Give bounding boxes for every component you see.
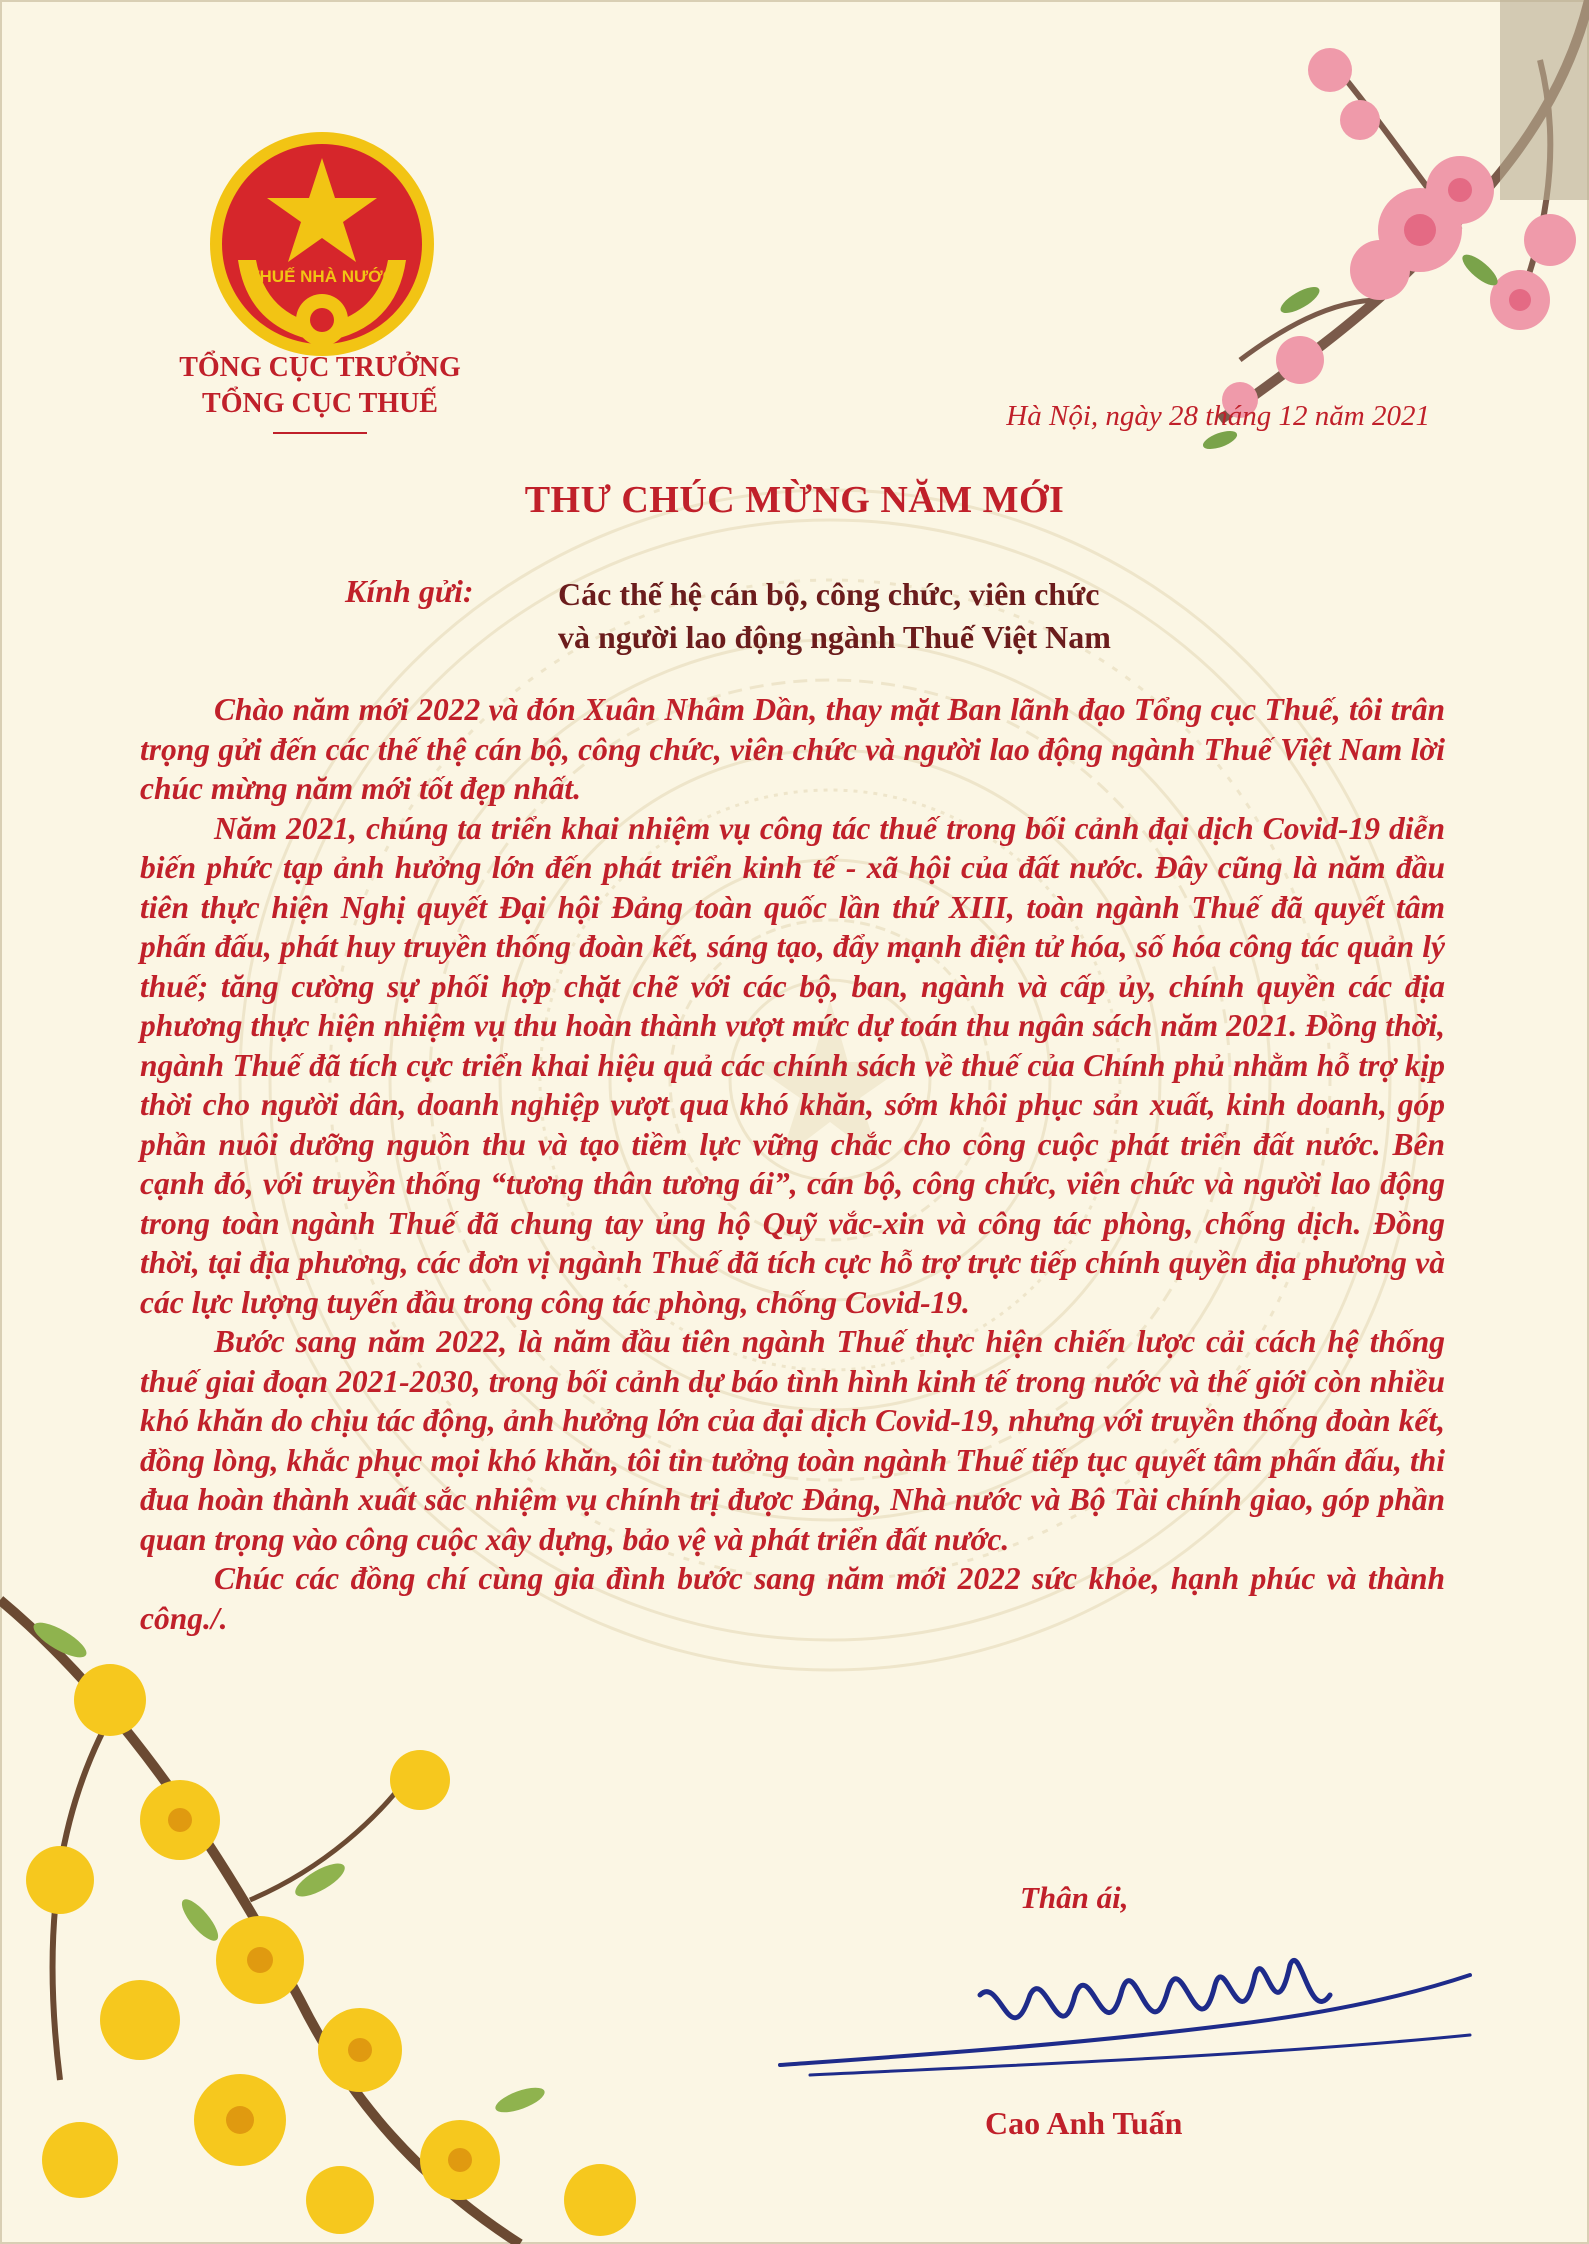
org-line-1: TỔNG CỤC TRƯỞNG bbox=[179, 352, 461, 383]
closing-phrase: Thân ái, bbox=[1020, 1880, 1129, 1915]
signer-name: Cao Anh Tuấn bbox=[985, 2105, 1183, 2141]
recipient-line-2: và người lao động ngành Thuế Việt Nam bbox=[558, 619, 1111, 655]
letter-title: THƯ CHÚC MỪNG NĂM MỚI bbox=[524, 479, 1065, 521]
emblem-text: THUẾ NHÀ NƯỚC bbox=[249, 267, 395, 286]
recipient-label: Kính gửi: bbox=[345, 573, 474, 609]
org-divider bbox=[273, 432, 367, 434]
letter-body bbox=[140, 690, 1445, 1638]
paragraph-1: Chào năm mới 2022 và đón Xuân Nhâm Dần, thay mặt Ban lãnh đạo Tổng cục Thuế, tôi trân trọng gửi đến các thế thệ cán bộ, công chức, viên chức và người lao động ngành Thuế Việt Nam lời chúc mừng năm mới tốt đẹp nhất. bbox=[140, 692, 1445, 806]
paragraph-4: Chúc các đồng chí cùng gia đình bước sang năm mới 2022 sức khỏe, hạnh phúc và thành công./. bbox=[140, 1561, 1445, 1636]
peach-blossom-decoration bbox=[860, 0, 1589, 560]
tax-department-emblem bbox=[208, 130, 436, 358]
paragraph-2: Năm 2021, chúng ta triển khai nhiệm vụ công tác thuế trong bối cảnh đại dịch Covid-19 diễn biến phức tạp ảnh hưởng lớn đến phát triển kinh tế - xã hội của đất nước. Đây cũng là năm đầu tiên thực hiện Nghị quyết Đại hội Đảng toàn quốc lần thứ XIII, toàn ngành Thuế đã quyết tâm phấn đấu, phát huy truyền thống đoàn kết, sáng tạo, đẩy mạnh điện tử hóa, số hóa công tác quản lý thuế; tăng cường sự phối hợp chặt chẽ với các bộ, ban, ngành và cấp ủy, chính quyền các địa phương thực hiện nhiệm vụ thu hoàn thành vượt mức dự toán thu ngân sách năm 2021. Đồng thời, ngành Thuế đã tích cực triển khai hiệu quả các chính sách về thuế của Chính phủ nhằm hỗ trợ kịp thời cho người dân, doanh nghiệp vượt qua khó khăn, sớm khôi phục sản xuất, kinh doanh, góp phần nuôi dưỡng nguồn thu và tạo tiềm lực vững chắc cho công cuộc phát triển đất nước. Bên cạnh đó, với truyền thống “tương thân tương ái”, cán bộ, công chức, viên chức và người lao động trong toàn ngành Thuế đã chung tay ủng hộ Quỹ vắc-xin và công tác phòng, chống dịch. Đồng thời, tại địa phương, các đơn vị ngành Thuế đã tích cực hỗ trợ trực tiếp chính quyền địa phương và các lực lượng tuyến đầu trong công tác phòng, chống Covid-19. bbox=[140, 810, 1445, 1320]
handwritten-signature bbox=[770, 1935, 1490, 2095]
org-line-2: TỔNG CỤC THUẾ bbox=[202, 388, 438, 419]
recipient-lines bbox=[558, 573, 1111, 659]
issuing-organization bbox=[120, 350, 520, 434]
letter-date: Hà Nội, ngày 28 tháng 12 năm 2021 bbox=[1006, 400, 1430, 432]
recipient-line-1: Các thế hệ cán bộ, công chức, viên chức bbox=[558, 576, 1100, 612]
paragraph-3: Bước sang năm 2022, là năm đầu tiên ngành Thuế thực hiện chiến lược cải cách hệ thống thuế giai đoạn 2021-2030, trong bối cảnh dự báo tình hình kinh tế trong nước và thế giới còn nhiều khó khăn do chịu tác động, ảnh hưởng lớn của đại dịch Covid-19, nhưng với truyền thống đoàn kết, đồng lòng, khắc phục mọi khó khăn, tôi tin tưởng toàn ngành Thuế tiếp tục quyết tâm phấn đấu, thi đua hoàn thành xuất sắc nhiệm vụ chính trị được Đảng, Nhà nước và Bộ Tài chính giao, góp phần quan trọng vào công cuộc xây dựng, bảo vệ và phát triển đất nước. bbox=[140, 1324, 1445, 1557]
